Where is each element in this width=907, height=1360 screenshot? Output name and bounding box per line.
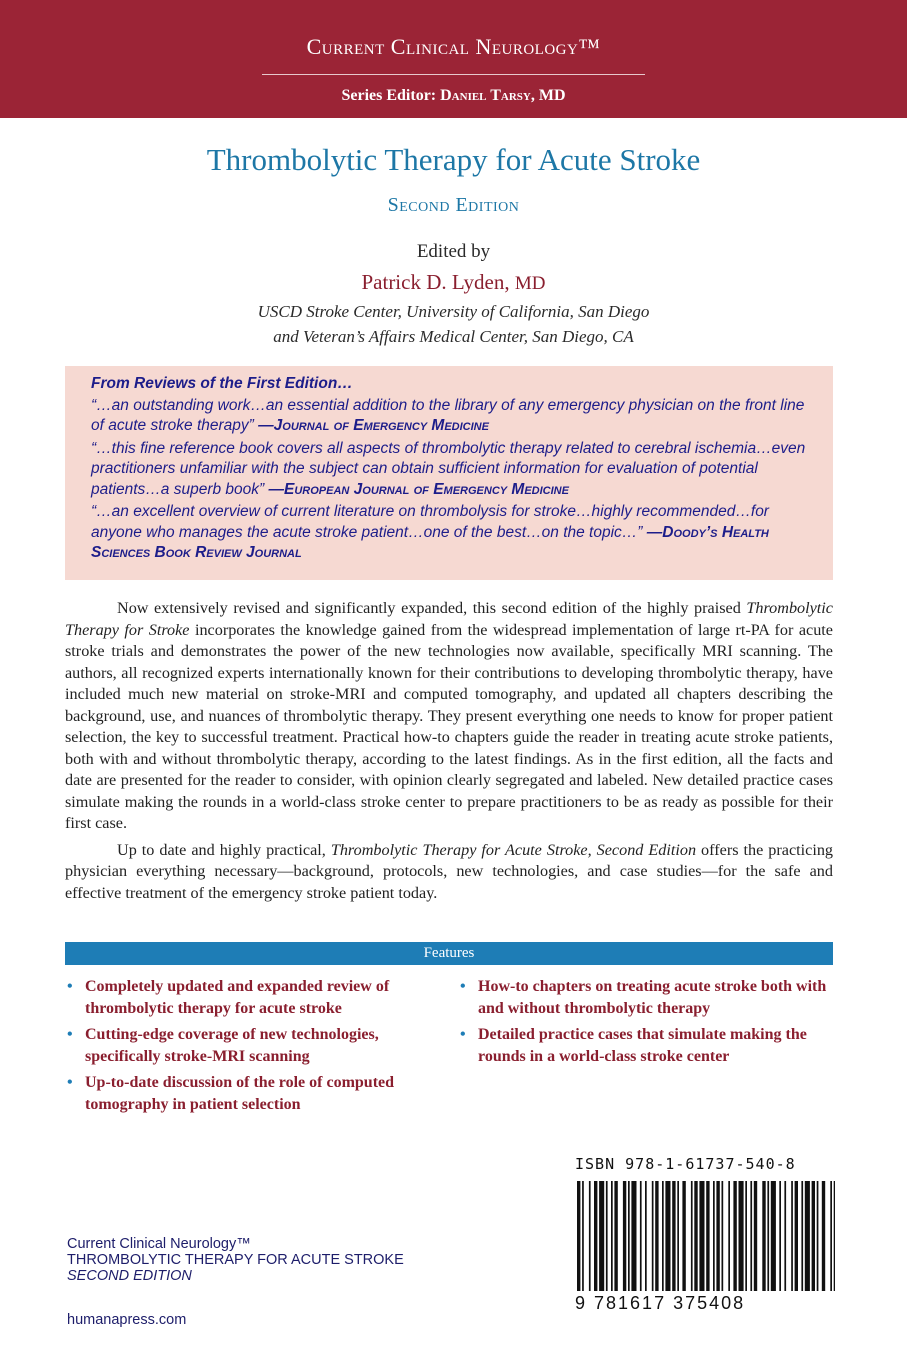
book-title: Thrombolytic Therapy for Acute Stroke (206, 142, 701, 177)
barcode-bar (767, 1181, 769, 1291)
series-title: Current Clinical Neurology™ (306, 34, 601, 59)
features-list-right (458, 976, 838, 1072)
barcode-bar (795, 1181, 798, 1291)
review-text: “…an excellent overview of current literature on thrombolysis for stroke…highly recommended…for anyone who manages the acute stroke patient…one of the best…on the topic…” (91, 503, 769, 541)
barcode-bar (801, 1181, 803, 1291)
barcode-bar (812, 1181, 815, 1291)
barcode-bar (611, 1181, 613, 1291)
series-editor-name: Daniel Tarsy (440, 87, 531, 104)
barcode-bar (623, 1181, 626, 1291)
imprint-block (67, 1236, 404, 1284)
isbn-barcode (575, 1155, 835, 1355)
barcode-bar (779, 1181, 781, 1291)
p1-start: Now extensively revised and significantly expanded, this second edition of the highly praised (117, 599, 747, 617)
barcode-bar (699, 1181, 704, 1291)
barcode-bar (754, 1181, 757, 1291)
barcode-bar (628, 1181, 630, 1291)
editor-affiliation-2: and Veteran’s Affairs Medical Center, San Diego, CA (273, 327, 634, 346)
barcode-bar (665, 1181, 670, 1291)
review-quote (91, 396, 811, 437)
barcode-bar (652, 1181, 654, 1291)
p1-rest: incorporates the knowledge gained from the widespread implementation of large rt-PA for acute stroke trials and demonstrates the power of the new technologies now available, specifically MRI scanning. The authors, all recognized experts internationally known for their contributions to developing thrombolytic therapy, have included much new material on stroke-MRI and computed tomography, and updated all chapters describing the background, use, and nuances of thrombolytic therapy. They present everything one needs to know for proper patient selection, the key to successful treatment. Practical how-to chapters guide the reader in treating acute stroke patients, both with and without thrombolytic therapy, according to the latest findings. As in the first edition, all the facts and date are presented for the reader to consider, with opinion clearly segregated and labeled. New detailed practice cases simulate making the rounds in a world-class stroke center to prepare practitioners to be as ready as possible for their first case. (65, 620, 833, 832)
barcode-bar (733, 1181, 736, 1291)
barcode-bar (739, 1181, 744, 1291)
barcode-bar (577, 1181, 580, 1291)
reviews-box (65, 366, 833, 580)
barcode-bar (722, 1181, 724, 1291)
series-editor-degree: MD (538, 87, 566, 104)
description-paragraph-2 (65, 840, 833, 905)
book-description (65, 598, 833, 909)
features-list-left (65, 976, 435, 1120)
editor-affiliation-1: USCD Stroke Center, University of California, San Diego (257, 302, 650, 321)
bullet-icon: • (67, 1074, 73, 1091)
feature-item (65, 976, 435, 1020)
description-paragraph-1 (65, 598, 833, 835)
barcode-bar (589, 1181, 591, 1291)
barcode-bar (750, 1181, 752, 1291)
barcode-bar (631, 1181, 636, 1291)
feature-text: Detailed practice cases that simulate making the rounds in a world-class stroke center (478, 1026, 807, 1065)
barcode-bar (655, 1181, 658, 1291)
editor-name (0, 270, 907, 295)
p2-book-title: Thrombolytic Therapy for Acute Stroke, Second Edition (330, 840, 697, 859)
barcode-bar (682, 1181, 685, 1291)
review-source: —European Journal of Emergency Medicine (268, 480, 569, 498)
banner-divider (262, 74, 645, 75)
barcode-bar (784, 1181, 786, 1291)
feature-item (458, 976, 838, 1020)
barcode-bar (791, 1181, 793, 1291)
reviews-heading: From Reviews of the First Edition… (91, 375, 353, 392)
barcode-bar (677, 1181, 679, 1291)
barcode-icon (577, 1181, 835, 1291)
imprint-title: THROMBOLYTIC THERAPY FOR ACUTE STROKE (67, 1252, 404, 1268)
isbn-label: ISBN 978-1-61737-540-8 (575, 1155, 796, 1173)
barcode-bar (645, 1181, 647, 1291)
bullet-icon: • (67, 978, 73, 995)
barcode-bar (713, 1181, 715, 1291)
barcode-bar (822, 1181, 825, 1291)
bullet-icon: • (460, 1026, 466, 1043)
series-editor: Series Editor: Daniel Tarsy, MD (341, 87, 566, 104)
barcode-bar (706, 1181, 709, 1291)
barcode-bar (694, 1181, 697, 1291)
barcode-bar (594, 1181, 597, 1291)
barcode-bar (830, 1181, 832, 1291)
editor-degree: MD (514, 273, 546, 294)
barcode-bar (672, 1181, 675, 1291)
barcode-bar (805, 1181, 810, 1291)
feature-text: Up-to-date discussion of the role of computed tomography in patient selection (85, 1074, 395, 1113)
feature-text: How-to chapters on treating acute stroke both with and without thrombolytic therapy (478, 978, 827, 1017)
feature-text: Cutting-edge coverage of new technologies, specifically stroke-MRI scanning (85, 1026, 379, 1065)
feature-item (458, 1024, 838, 1068)
barcode-bar (762, 1181, 765, 1291)
bullet-icon: • (67, 1026, 73, 1043)
book-edition: Second Edition (387, 194, 520, 216)
imprint-edition: SECOND EDITION (67, 1268, 192, 1284)
publisher-website: humanapress.com (67, 1312, 187, 1328)
p2-start: Up to date and highly practical, (117, 840, 331, 859)
barcode-bar (640, 1181, 642, 1291)
barcode-bar (691, 1181, 693, 1291)
barcode-bar (728, 1181, 730, 1291)
barcode-bar (614, 1181, 617, 1291)
features-heading: Features (65, 942, 833, 965)
review-source: —Doody’s Health Sciences Book Review Journal (91, 523, 769, 561)
review-text: “…this fine reference book covers all aspects of thrombolytic therapy related to cerebral ischemia…even practitioners unfamiliar with the subject can obtain sufficient information for evaluation of potential patients…a superb book” (91, 439, 806, 498)
review-quote (91, 439, 811, 501)
barcode-digits: 9 781617 375408 (575, 1293, 746, 1313)
imprint-series: Current Clinical Neurology™ (67, 1236, 251, 1252)
barcode-bar (599, 1181, 604, 1291)
editor-name-text: Patrick D. Lyden, (361, 270, 510, 294)
barcode-bar (716, 1181, 719, 1291)
barcode-bar (771, 1181, 776, 1291)
feature-item (65, 1072, 435, 1116)
barcode-bar (817, 1181, 819, 1291)
review-quote (91, 502, 811, 564)
review-text: “…an outstanding work…an essential addition to the library of any emergency physician on the front line of acute stroke therapy” (91, 396, 805, 434)
p2-rest: offers the practicing physician everything necessary—background, protocols, new technologies, and case studies—for the safe and effective treatment of the emergency stroke patient today. (65, 840, 834, 902)
series-editor-label: Series Editor: (341, 87, 437, 104)
review-source: —Journal of Emergency Medicine (258, 417, 489, 434)
edited-by-label: Edited by (416, 241, 491, 262)
bullet-icon: • (460, 978, 466, 995)
feature-text: Completely updated and expanded review of thrombolytic therapy for acute stroke (85, 978, 390, 1017)
barcode-bar (662, 1181, 664, 1291)
feature-item (65, 1024, 435, 1068)
series-banner (0, 0, 907, 118)
barcode-bar (606, 1181, 608, 1291)
barcode-bar (582, 1181, 584, 1291)
p1-book-title: Thrombolytic Therapy for Stroke (65, 599, 833, 639)
barcode-bar (834, 1181, 835, 1291)
barcode-bar (745, 1181, 747, 1291)
